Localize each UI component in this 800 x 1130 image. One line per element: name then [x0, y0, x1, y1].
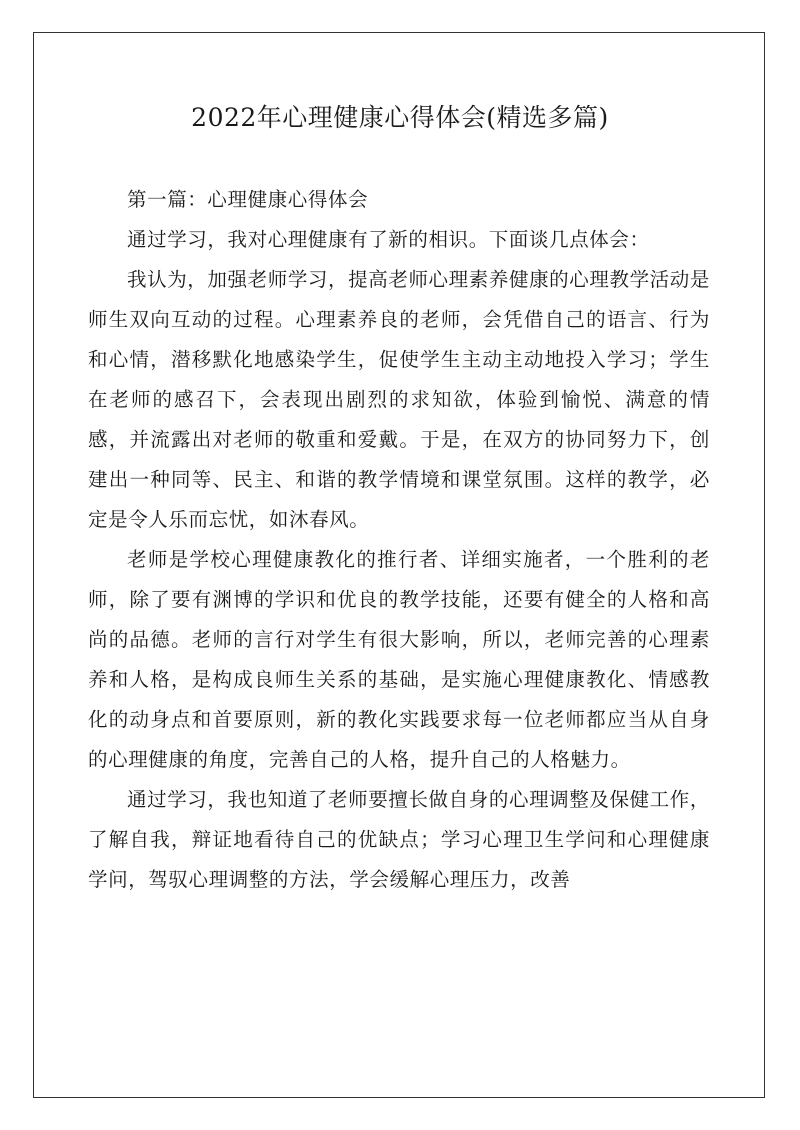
- paragraph: 通过学习，我对心理健康有了新的相识。下面谈几点体会：: [127, 228, 650, 251]
- paragraph: 通过学习，我也知道了老师要擅长做自身的心理调整及保健工作，了解自我，辩证地看待自己的优缺点；学习心理卫生学问和心理健康学问，驾驭心理调整的方法，学会缓解心理压力，改善: [88, 788, 710, 891]
- paragraph: 老师是学校心理健康教化的推行者、详细实施者，一个胜利的老师，除了要有渊博的学识和优良的教学技能，还要有健全的人格和高尚的品德。老师的言行对学生有很大影响，所以，老师完善的心理素养和人格，是构成良师生关系的基础，是实施心理健康教化、情感教化的动身点和首要原则，新的教化实践要求每一位老师都应当从自身的心理健康的角度，完善自己的人格，提升自己的人格魅力。: [88, 548, 710, 771]
- document-body: [88, 180, 710, 900]
- paragraph: 我认为，加强老师学习，提高老师心理素养健康的心理教学活动是师生双向互动的过程。心理素养良的老师，会凭借自己的语言、行为和心情，潜移默化地感染学生，促使学生主动主动地投入学习；学生在老师的感召下，会表现出剧烈的求知欲，体验到愉悦、满意的情感，并流露出对老师的敬重和爱戴。于是，在双方的协同努力下，创建出一种同等、民主、和谐的教学情境和课堂氛围。这样的教学，必定是令人乐而忘忧，如沐春风。: [88, 268, 710, 531]
- section-heading: 第一篇：心理健康心得体会: [127, 188, 369, 211]
- document-title: 2022年心理健康心得体会(精选多篇): [191, 103, 609, 132]
